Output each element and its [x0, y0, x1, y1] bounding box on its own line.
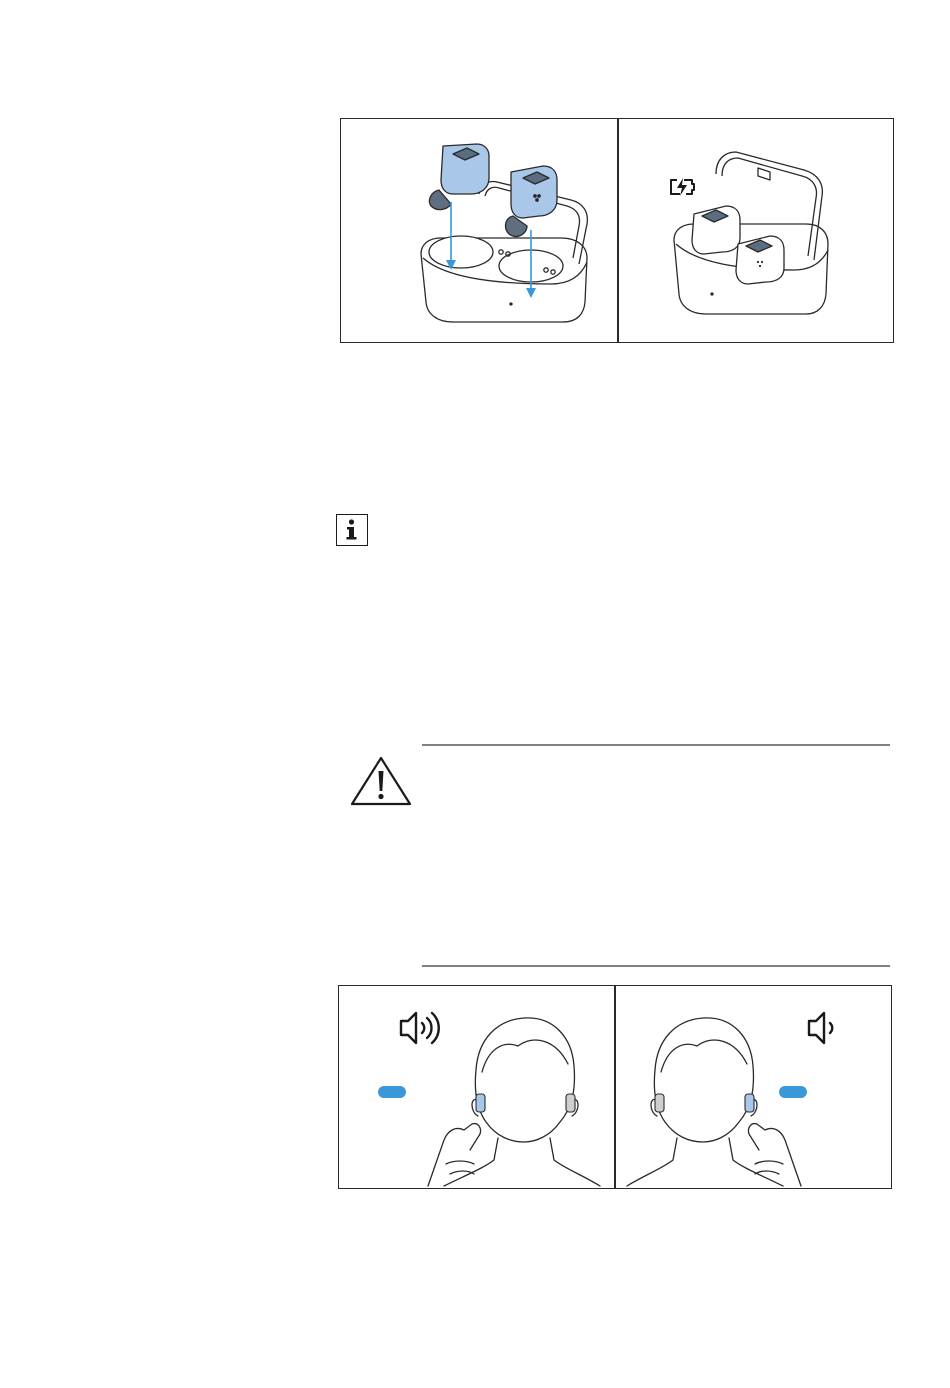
bottom-figure-divider [614, 986, 616, 1188]
touch-indicator-left [378, 1086, 406, 1098]
earbuds-inserting-illustration [401, 134, 601, 329]
warning-triangle-icon [349, 755, 413, 807]
top-figure [340, 118, 894, 343]
bottom-figure [338, 985, 892, 1189]
head-touching-left-earbud [424, 1010, 614, 1188]
warning-top-rule [422, 744, 890, 746]
info-icon [336, 514, 368, 546]
charging-case-illustration [666, 144, 836, 329]
warning-bottom-rule [422, 965, 890, 967]
head-touching-right-earbud [621, 1010, 811, 1188]
top-figure-divider [617, 119, 619, 342]
